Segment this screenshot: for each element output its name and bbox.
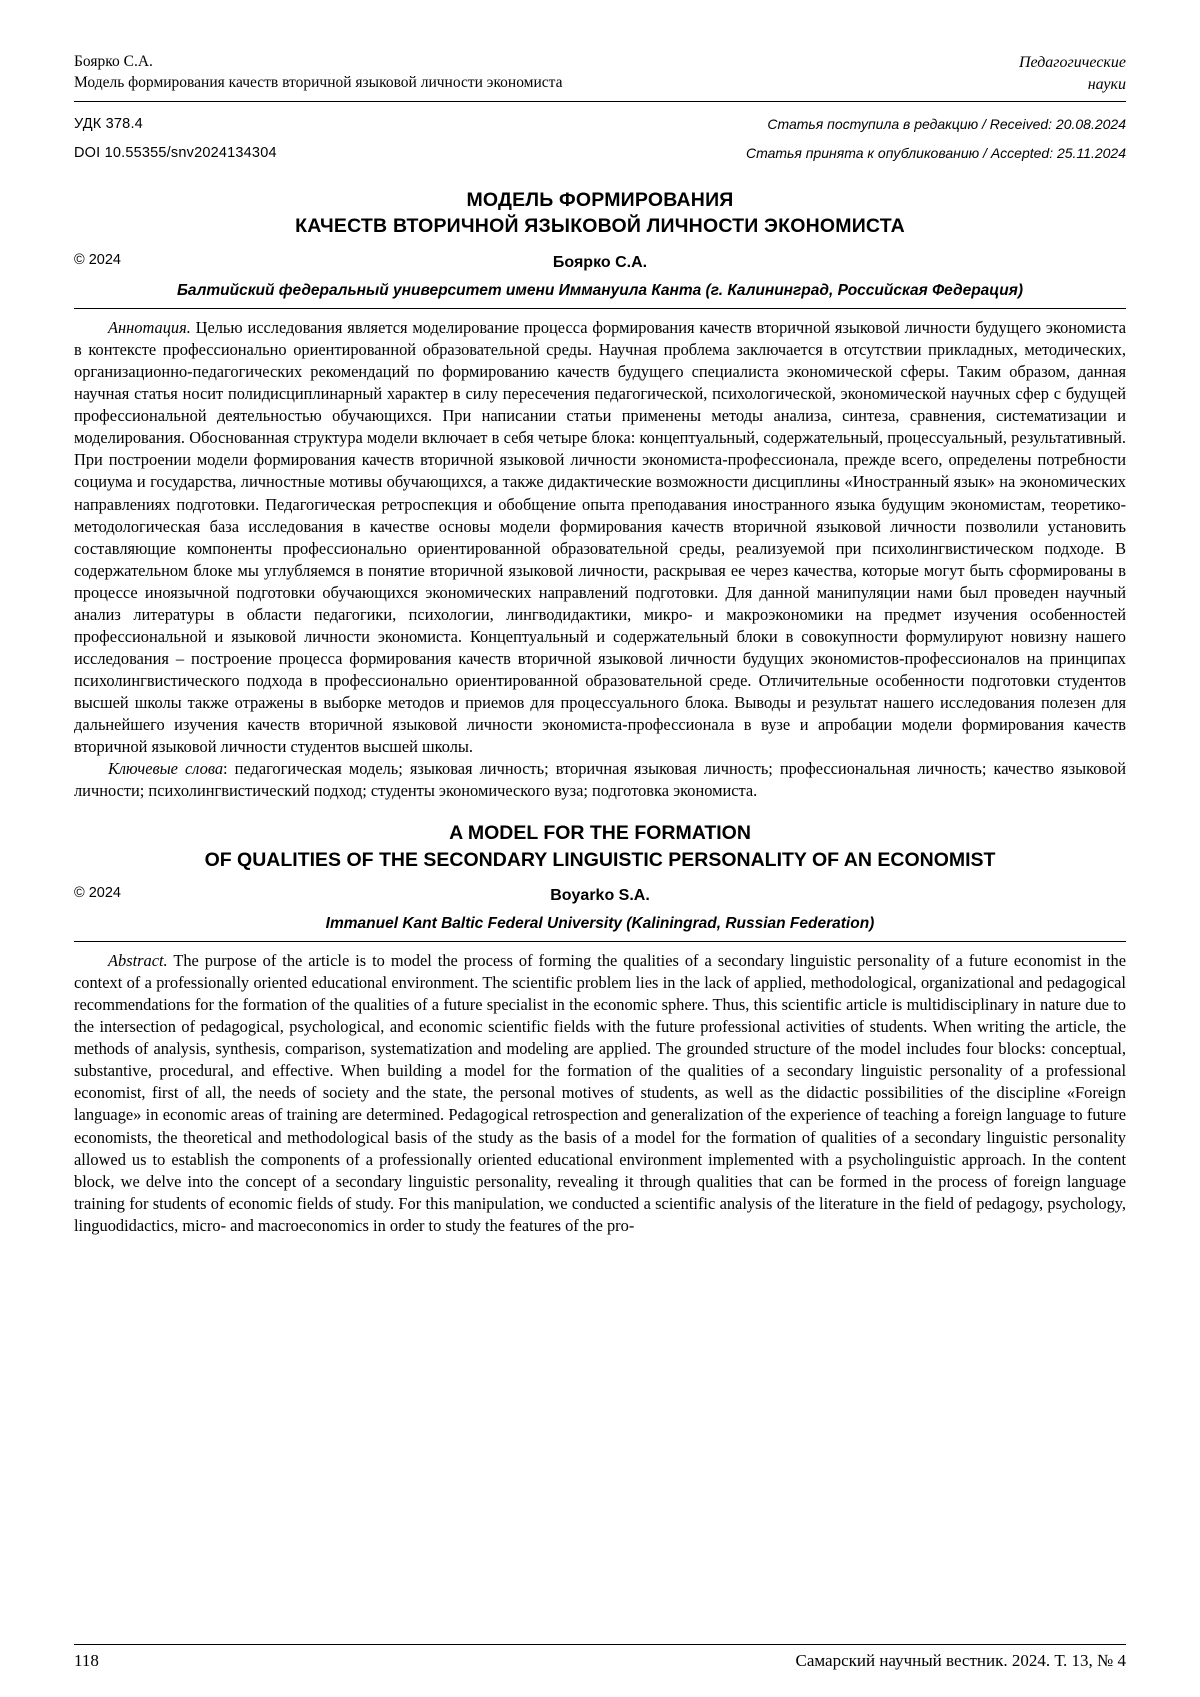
- copyright-en: © 2024: [74, 885, 121, 902]
- article-dates: [746, 114, 1126, 172]
- keywords-paragraph-ru: [74, 758, 1126, 802]
- accepted-date: Статья принята к опубликованию / Accepted: 25.11.2024: [745, 145, 1126, 162]
- abstract-divider-en: [74, 941, 1126, 942]
- abstract-label-en: Abstract.: [108, 951, 168, 971]
- running-head-title: Модель формирования качеств вторичной языковой личности экономиста: [74, 73, 563, 91]
- udk-code: УДК 378.4: [74, 116, 143, 133]
- copyright-ru: © 2024: [74, 252, 121, 269]
- page-title-en-line2: OF QUALITIES OF THE SECONDARY LINGUISTIC PERSONALITY OF AN ECONOMIST: [204, 848, 996, 871]
- header-divider: [74, 101, 1126, 102]
- page-title-ru-line2: КАЧЕСТВ ВТОРИЧНОЙ ЯЗЫКОВОЙ ЛИЧНОСТИ ЭКОНОМИСТА: [295, 215, 905, 238]
- author-name-en: Boyarko S.A.: [550, 887, 650, 905]
- abstract-divider-ru: [74, 308, 1126, 309]
- running-head-section: [1019, 52, 1126, 95]
- journal-citation: Самарский научный вестник. 2024. Т. 13, № 4: [795, 1651, 1126, 1670]
- abstract-paragraph-en: [74, 950, 1126, 1237]
- received-date: Статья поступила в редакцию / Received: 20.08.2024: [767, 116, 1126, 133]
- page-number: 118: [74, 1651, 99, 1670]
- abstract-text-en: The purpose of the article is to model the process of forming the qualities of a secondary linguistic personality of a future economist in the context of a professionally oriented educational environment. The scientific problem lies in the lack of applied, methodological, organizational and pedagogical recommendations for the formation of the qualities of a future specialist in the economic sphere. Thus, this scientific article is multidisciplinary in nature due to the intersection of pedagogical, psychological, and economic scientific fields with the future professional activities of students. When writing the article, the methods of analysis, synthesis, comparison, systematization and modeling are applied. The grounded structure of the model includes four blocks: conceptual, substantive, procedural, and effective. When building a model for the formation of the qualities of a secondary linguistic personality of a professional economist, first of all, the needs of society and the state, the personal motives of students, as well as the didactic possibilities of the discipline «Foreign language» in economic areas of training are determined. Pedagogical retrospection and generalization of the experience of teaching a foreign language to future economists, the theoretical and methodological basis of the study as the basis of a model for the formation of qualities of a secondary linguistic personality allowed us to establish the components of a professionally oriented educational environment implemented with a psycholinguistic approach. In the content block, we delve into the concept of a secondary linguistic personality, revealing it through qualities that can be formed in the process of foreign language training for students of economic fields of study. For this manipulation, we conducted a scientific analysis of the literature in the field of pedagogy, psychology, linguodidactics, micro- and macroeconomics in order to study the features of the pro-: [74, 951, 1126, 1235]
- page-title-ru-line1: МОДЕЛЬ ФОРМИРОВАНИЯ: [466, 189, 734, 212]
- affiliation-en: Immanuel Kant Baltic Federal University (Kaliningrad, Russian Federation): [325, 915, 875, 933]
- keywords-label-ru: Ключевые слова: [108, 759, 224, 779]
- page-title-en-line1: A MODEL FOR THE FORMATION: [449, 822, 751, 845]
- abstract-en: [74, 950, 1126, 1237]
- article-meta: [74, 114, 1126, 172]
- page-title-ru: [74, 188, 1126, 240]
- page-footer: [74, 1638, 1126, 1671]
- abstract-text-ru: Целью исследования является моделирование процесса формирования качеств вторичной языковой личности будущего экономиста в контексте профессионально ориентированной образовательной среды. Научная проблема заключается в отсутствии прикладных, методических, организационно-педагогических рекомендаций по формированию качеств будущего специалиста экономической сферы. Таким образом, данная научная статья носит полидисциплинарный характер в силу пересечения педагогической, психологической, экономической научных сфер с будущей профессиональной деятельностью обучающихся. При написании статьи применены методы анализа, синтеза, сравнения, систематизации и моделирования. Обоснованная структура модели включает в себя четыре блока: концептуальный, содержательный, процессуальный, результативный. При построении модели формирования качеств вторичной языковой личности экономиста-профессионала, прежде всего, определены потребности социума и государства, личностные мотивы обучающихся, а также дидактические возможности дисциплины «Иностранный язык» на экономических направлениях подготовки. Педагогическая ретроспекция и обобщение опыта преподавания иностранного языка будущим экономистам, теоретико-методологическая база исследования в качестве основы модели формирования качеств вторичной языковой личности позволили установить составляющие компоненты профессионально ориентированной образовательной среды, реализуемой при психолингвистическом подходе. В содержательном блоке мы углубляемся в понятие вторичной языковой личности, раскрывая ее через качества, которые могут быть сформированы в процессе иноязычной подготовки обучающихся экономических направлений подготовки. Для данной манипуляции нами был проведен научный анализ литературы в области педагогики, психологии, лингводидактики, микро- и макроэкономики на предмет изучения особенностей профессиональной и языковой личности экономиста. Концептуальный и содержательный блоки в совокупности формулируют новизну нашего исследования – построение процесса формирования качеств вторичной языковой личности будущих экономистов-профессионалов на принципах психолингвистического подхода в профессионально ориентированной образовательной среде. Отличительные особенности подготовки студентов высшей школы также отражены в выборке методов и приемов для процессуального блока. Выводы и результат нашего исследования полезен для дальнейшего изучения качеств вторичной языковой личности экономиста-профессионала в вузе и апробации модели формирования качеств вторичной языковой личности студентов высшей школы.: [74, 318, 1126, 757]
- article-identifiers: [74, 114, 277, 172]
- page-title-en: [74, 820, 1126, 873]
- abstract-label-ru: Аннотация.: [108, 318, 191, 338]
- keywords-text-ru: : педагогическая модель; языковая личность; вторичная языковая личность; профессиональная личность; качество языковой личности; психолингвистический подход; студенты экономического вуза; подготовка экономиста.: [74, 759, 1127, 801]
- author-name-ru: Боярко С.А.: [552, 254, 648, 272]
- running-head-left: [74, 52, 563, 94]
- running-head: [74, 52, 1126, 95]
- running-head-author: Боярко С.А.: [74, 53, 153, 70]
- doi-code[interactable]: DOI 10.55355/snv2024134304: [74, 144, 277, 161]
- abstract-paragraph-ru: [74, 317, 1126, 758]
- abstract-ru: [74, 317, 1126, 802]
- affiliation-ru: Балтийский федеральный университет имени Иммануила Канта (г. Калининград, Российская Федерация): [176, 282, 1024, 300]
- running-head-section-line2: науки: [1087, 75, 1126, 93]
- running-head-section-line1: Педагогические: [1018, 54, 1126, 71]
